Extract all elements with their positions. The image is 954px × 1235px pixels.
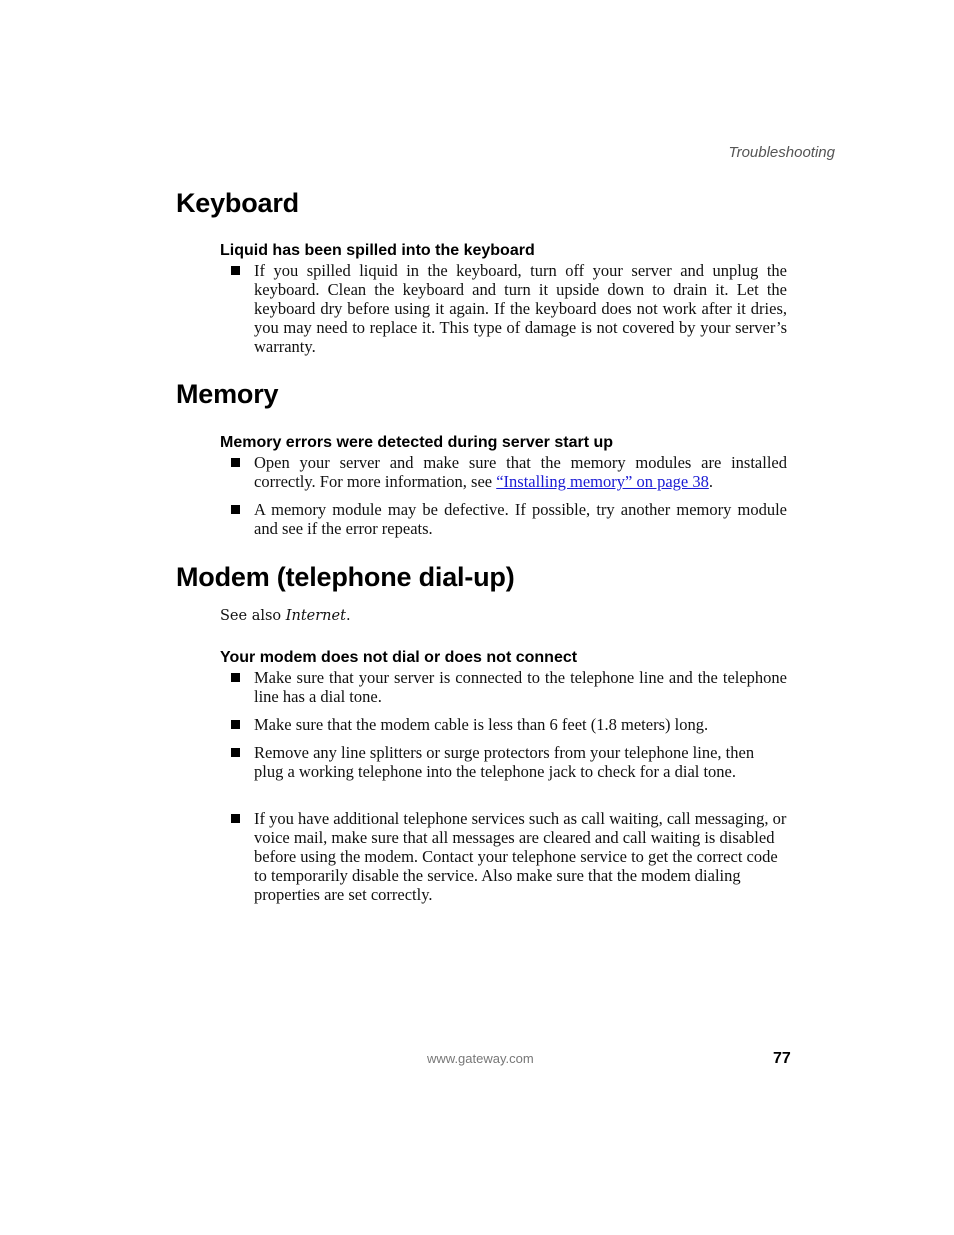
list-item-text: Make sure that your server is connected to the telephone line and the telephone line has a dial tone. (254, 668, 787, 706)
list-item-text: If you have additional telephone services such as call waiting, call messaging, or voice mail, make sure that all messages are cleared and call waiting is disabled before using the modem. Contact your telephone service to get the correct code to temporarily disable the service. Also make sure that the modem dialing properties are set correctly. (254, 809, 787, 904)
list-item-text: Remove any line splitters or surge protectors from your telephone line, then plug a working telephone into the telephone jack to check for a dial tone. (254, 743, 755, 781)
list-item (231, 809, 787, 904)
square-bullet-icon (231, 673, 240, 682)
list-item (231, 743, 787, 781)
list-item (231, 668, 787, 706)
installing-memory-link[interactable]: “Installing memory” on page 38 (496, 472, 709, 491)
square-bullet-icon (231, 505, 240, 514)
section-title-memory: Memory (176, 379, 279, 409)
page-number: 77 (773, 1050, 791, 1067)
footer-url: www.gateway.com (427, 1051, 534, 1066)
list-item (231, 715, 787, 734)
subhead-liquid-spill: Liquid has been spilled into the keyboard (220, 242, 535, 259)
list-item (231, 453, 787, 491)
list-item-text: If you spilled liquid in the keyboard, turn off your server and unplug the keyboard. Clean the keyboard and turn it upside down to drain it. Let the keyboard dry before using it again. If the keyboard does not work after it dries, you may need to replace it. This type of damage is not covered by your server’s warranty. (254, 261, 787, 356)
see-also-note: See also Internet. (220, 608, 351, 624)
list-item (231, 500, 787, 538)
list-item-text: Make sure that the modem cable is less than 6 feet (1.8 meters) long. (254, 715, 709, 734)
square-bullet-icon (231, 458, 240, 467)
list-item-text: A memory module may be defective. If possible, try another memory module and see if the error repeats. (254, 500, 787, 538)
square-bullet-icon (231, 814, 240, 823)
running-head: Troubleshooting (728, 144, 835, 161)
square-bullet-icon (231, 266, 240, 275)
subhead-modem-no-dial: Your modem does not dial or does not connect (220, 649, 578, 666)
see-also-reference: Internet (285, 608, 346, 624)
subhead-memory-errors: Memory errors were detected during server start up (220, 434, 614, 451)
section-title-modem: Modem (telephone dial-up) (176, 562, 515, 592)
list-item (231, 261, 787, 356)
list-item-text: Open your server and make sure that the memory modules are installed correctly. For more information, see “Installing memory” on page 38. (254, 453, 787, 491)
square-bullet-icon (231, 720, 240, 729)
section-title-keyboard: Keyboard (176, 188, 299, 218)
square-bullet-icon (231, 748, 240, 757)
